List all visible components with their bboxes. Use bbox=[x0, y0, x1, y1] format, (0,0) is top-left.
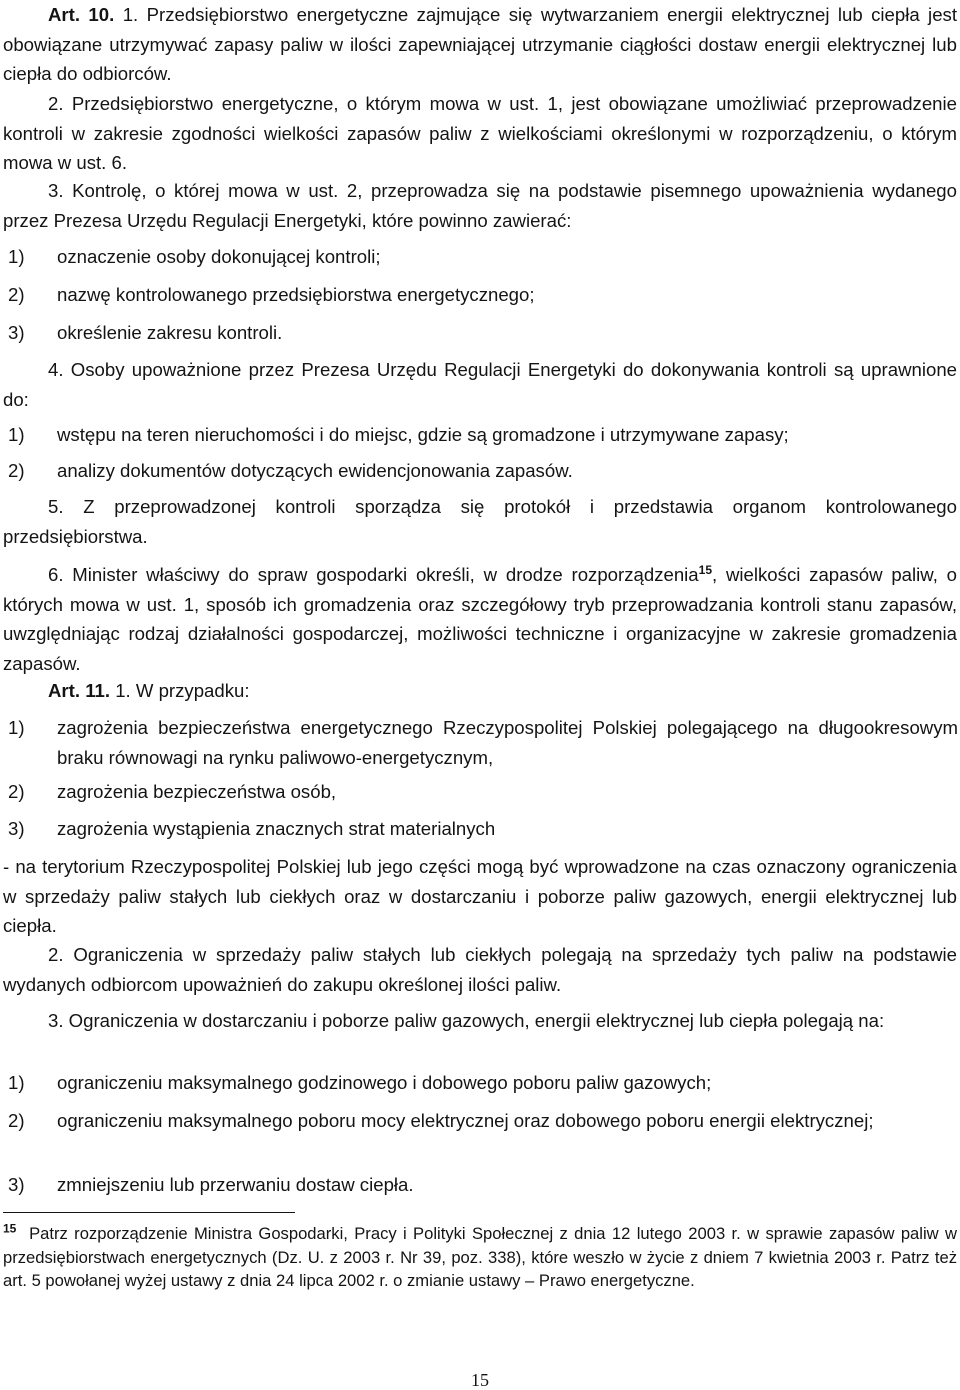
list-item bbox=[8, 713, 958, 772]
list-number: 2) bbox=[8, 460, 25, 481]
art10-paragraph-1 bbox=[3, 0, 957, 89]
list-item bbox=[8, 318, 958, 348]
list-number: 1) bbox=[8, 1072, 25, 1093]
footnote-separator bbox=[3, 1212, 295, 1213]
list-item bbox=[8, 242, 958, 272]
list-item bbox=[8, 420, 958, 450]
list-number: 2) bbox=[8, 284, 25, 305]
list-item bbox=[8, 1068, 958, 1098]
article-heading: Art. 11. bbox=[48, 680, 111, 701]
page-number: 15 bbox=[471, 1370, 489, 1390]
art11-paragraph-1-intro bbox=[48, 676, 250, 706]
paragraph-text: 6. Minister właściwy do spraw gospodarki określi, w drodze rozporządzenia bbox=[48, 564, 699, 585]
list-number: 1) bbox=[8, 424, 25, 445]
list-text: zagrożenia bezpieczeństwa energetycznego Rzeczypospolitej Polskiej polegającego na długookresowym braku równowagi na rynku paliwowo-energetycznym, bbox=[57, 717, 958, 768]
list-text: wstępu na teren nieruchomości i do miejsc, gdzie są gromadzone i utrzymywane zapasy; bbox=[57, 424, 789, 445]
list-text: ograniczeniu maksymalnego poboru mocy elektrycznej oraz dobowego poboru energii elektrycznej; bbox=[57, 1110, 874, 1131]
list-text: określenie zakresu kontroli. bbox=[57, 322, 283, 343]
list-item bbox=[8, 777, 958, 807]
art10-paragraph-2: 2. Przedsiębiorstwo energetyczne, o którym mowa w ust. 1, jest obowiązane umożliwiać przeprowadzenie kontroli w zakresie zgodności wielkości zapasów paliw z wielkościami określonymi w rozporządzeniu, o którym mowa w ust. 6. bbox=[3, 93, 957, 173]
list-item bbox=[8, 1170, 958, 1200]
article-heading: Art. 10. bbox=[48, 4, 115, 25]
art10-paragraph-3: 3. Kontrolę, o której mowa w ust. 2, przeprowadza się na podstawie pisemnego upoważnienia wydanego przez Prezesa Urzędu Regulacji Energetyki, które powinno zawierać: bbox=[3, 180, 957, 231]
art10-paragraph-6 bbox=[3, 560, 957, 678]
art11-paragraph-3: 3. Ograniczenia w dostarczaniu i poborze paliw gazowych, energii elektrycznej lub ciepła polegają na: bbox=[48, 1010, 885, 1031]
footnote bbox=[3, 1222, 957, 1293]
list-number: 1) bbox=[8, 717, 25, 738]
list-number: 3) bbox=[8, 1174, 25, 1195]
list-number: 2) bbox=[8, 781, 25, 802]
list-text: zagrożenia bezpieczeństwa osób, bbox=[57, 781, 337, 802]
list-text: nazwę kontrolowanego przedsiębiorstwa energetycznego; bbox=[57, 284, 535, 305]
list-item bbox=[8, 456, 958, 486]
footnote-text: Patrz rozporządzenie Ministra Gospodarki, Pracy i Polityki Społecznej z dnia 12 lutego 2003 r. w sprawie zapasów paliw w przedsiębiorstwach energetycznych (Dz. U. z 2003 r. Nr 39, poz. 338), które weszło w życie z dniem 7 kwietnia 2003 r. Patrz też art. 5 powołanej wyżej ustawy z dnia 24 lipca 2002 r. o zmianie ustawy – Prawo energetyczne. bbox=[3, 1224, 957, 1291]
list-text: zagrożenia wystąpienia znacznych strat materialnych bbox=[57, 818, 496, 839]
art10-paragraph-5: 5. Z przeprowadzonej kontroli sporządza się protokół i przedstawia organom kontrolowanego przedsiębiorstwa. bbox=[3, 496, 957, 547]
art11-paragraph-2: 2. Ograniczenia w sprzedaży paliw stałych lub ciekłych polegają na sprzedaży tych paliw na podstawie wydanych odbiorcom upoważnień do zakupu określonej ilości paliw. bbox=[3, 944, 957, 995]
list-item bbox=[8, 280, 958, 310]
paragraph-text: 1. Przedsiębiorstwo energetyczne zajmujące się wytwarzaniem energii elektrycznej lub ciepła jest obowiązane utrzymywać zapasy paliw w ilości zapewniającej utrzymanie ciągłości dostaw energii elektrycznej lub ciepła do odbiorców. bbox=[3, 4, 957, 84]
list-item bbox=[8, 814, 958, 844]
list-text: analizy dokumentów dotyczących ewidencjonowania zapasów. bbox=[57, 460, 573, 481]
footnote-mark: 15 bbox=[3, 1221, 17, 1236]
paragraph-text: 1. W przypadku: bbox=[115, 680, 250, 701]
list-number: 3) bbox=[8, 818, 25, 839]
list-number: 1) bbox=[8, 246, 25, 267]
list-text: zmniejszeniu lub przerwaniu dostaw ciepła. bbox=[57, 1174, 414, 1195]
paragraph-text: , wielkości zapasów paliw, o których mowa w ust. 1, sposób ich gromadzenia oraz szczegółowy tryb przeprowadzania kontroli stanu zapasów, uwzględniając rodzaj działalności gospodarczej, możliwości techniczne i organizacyjne w zakresie gromadzenia zapasów. bbox=[3, 564, 957, 674]
art10-paragraph-4: 4. Osoby upoważnione przez Prezesa Urzędu Regulacji Energetyki do dokonywania kontroli są uprawnione do: bbox=[3, 359, 957, 410]
list-text: oznaczenie osoby dokonującej kontroli; bbox=[57, 246, 381, 267]
footnote-reference: 15 bbox=[698, 562, 713, 577]
list-number: 3) bbox=[8, 322, 25, 343]
art11-paragraph-1-tail: - na terytorium Rzeczypospolitej Polskiej lub jego części mogą być wprowadzone na czas oznaczony ograniczenia w sprzedaży paliw stałych lub ciekłych oraz w dostarczaniu i poborze paliw gazowych, energii elektrycznej lub ciepła. bbox=[3, 856, 957, 936]
list-item bbox=[8, 1106, 958, 1136]
list-number: 2) bbox=[8, 1110, 25, 1131]
list-text: ograniczeniu maksymalnego godzinowego i dobowego poboru paliw gazowych; bbox=[57, 1072, 712, 1093]
